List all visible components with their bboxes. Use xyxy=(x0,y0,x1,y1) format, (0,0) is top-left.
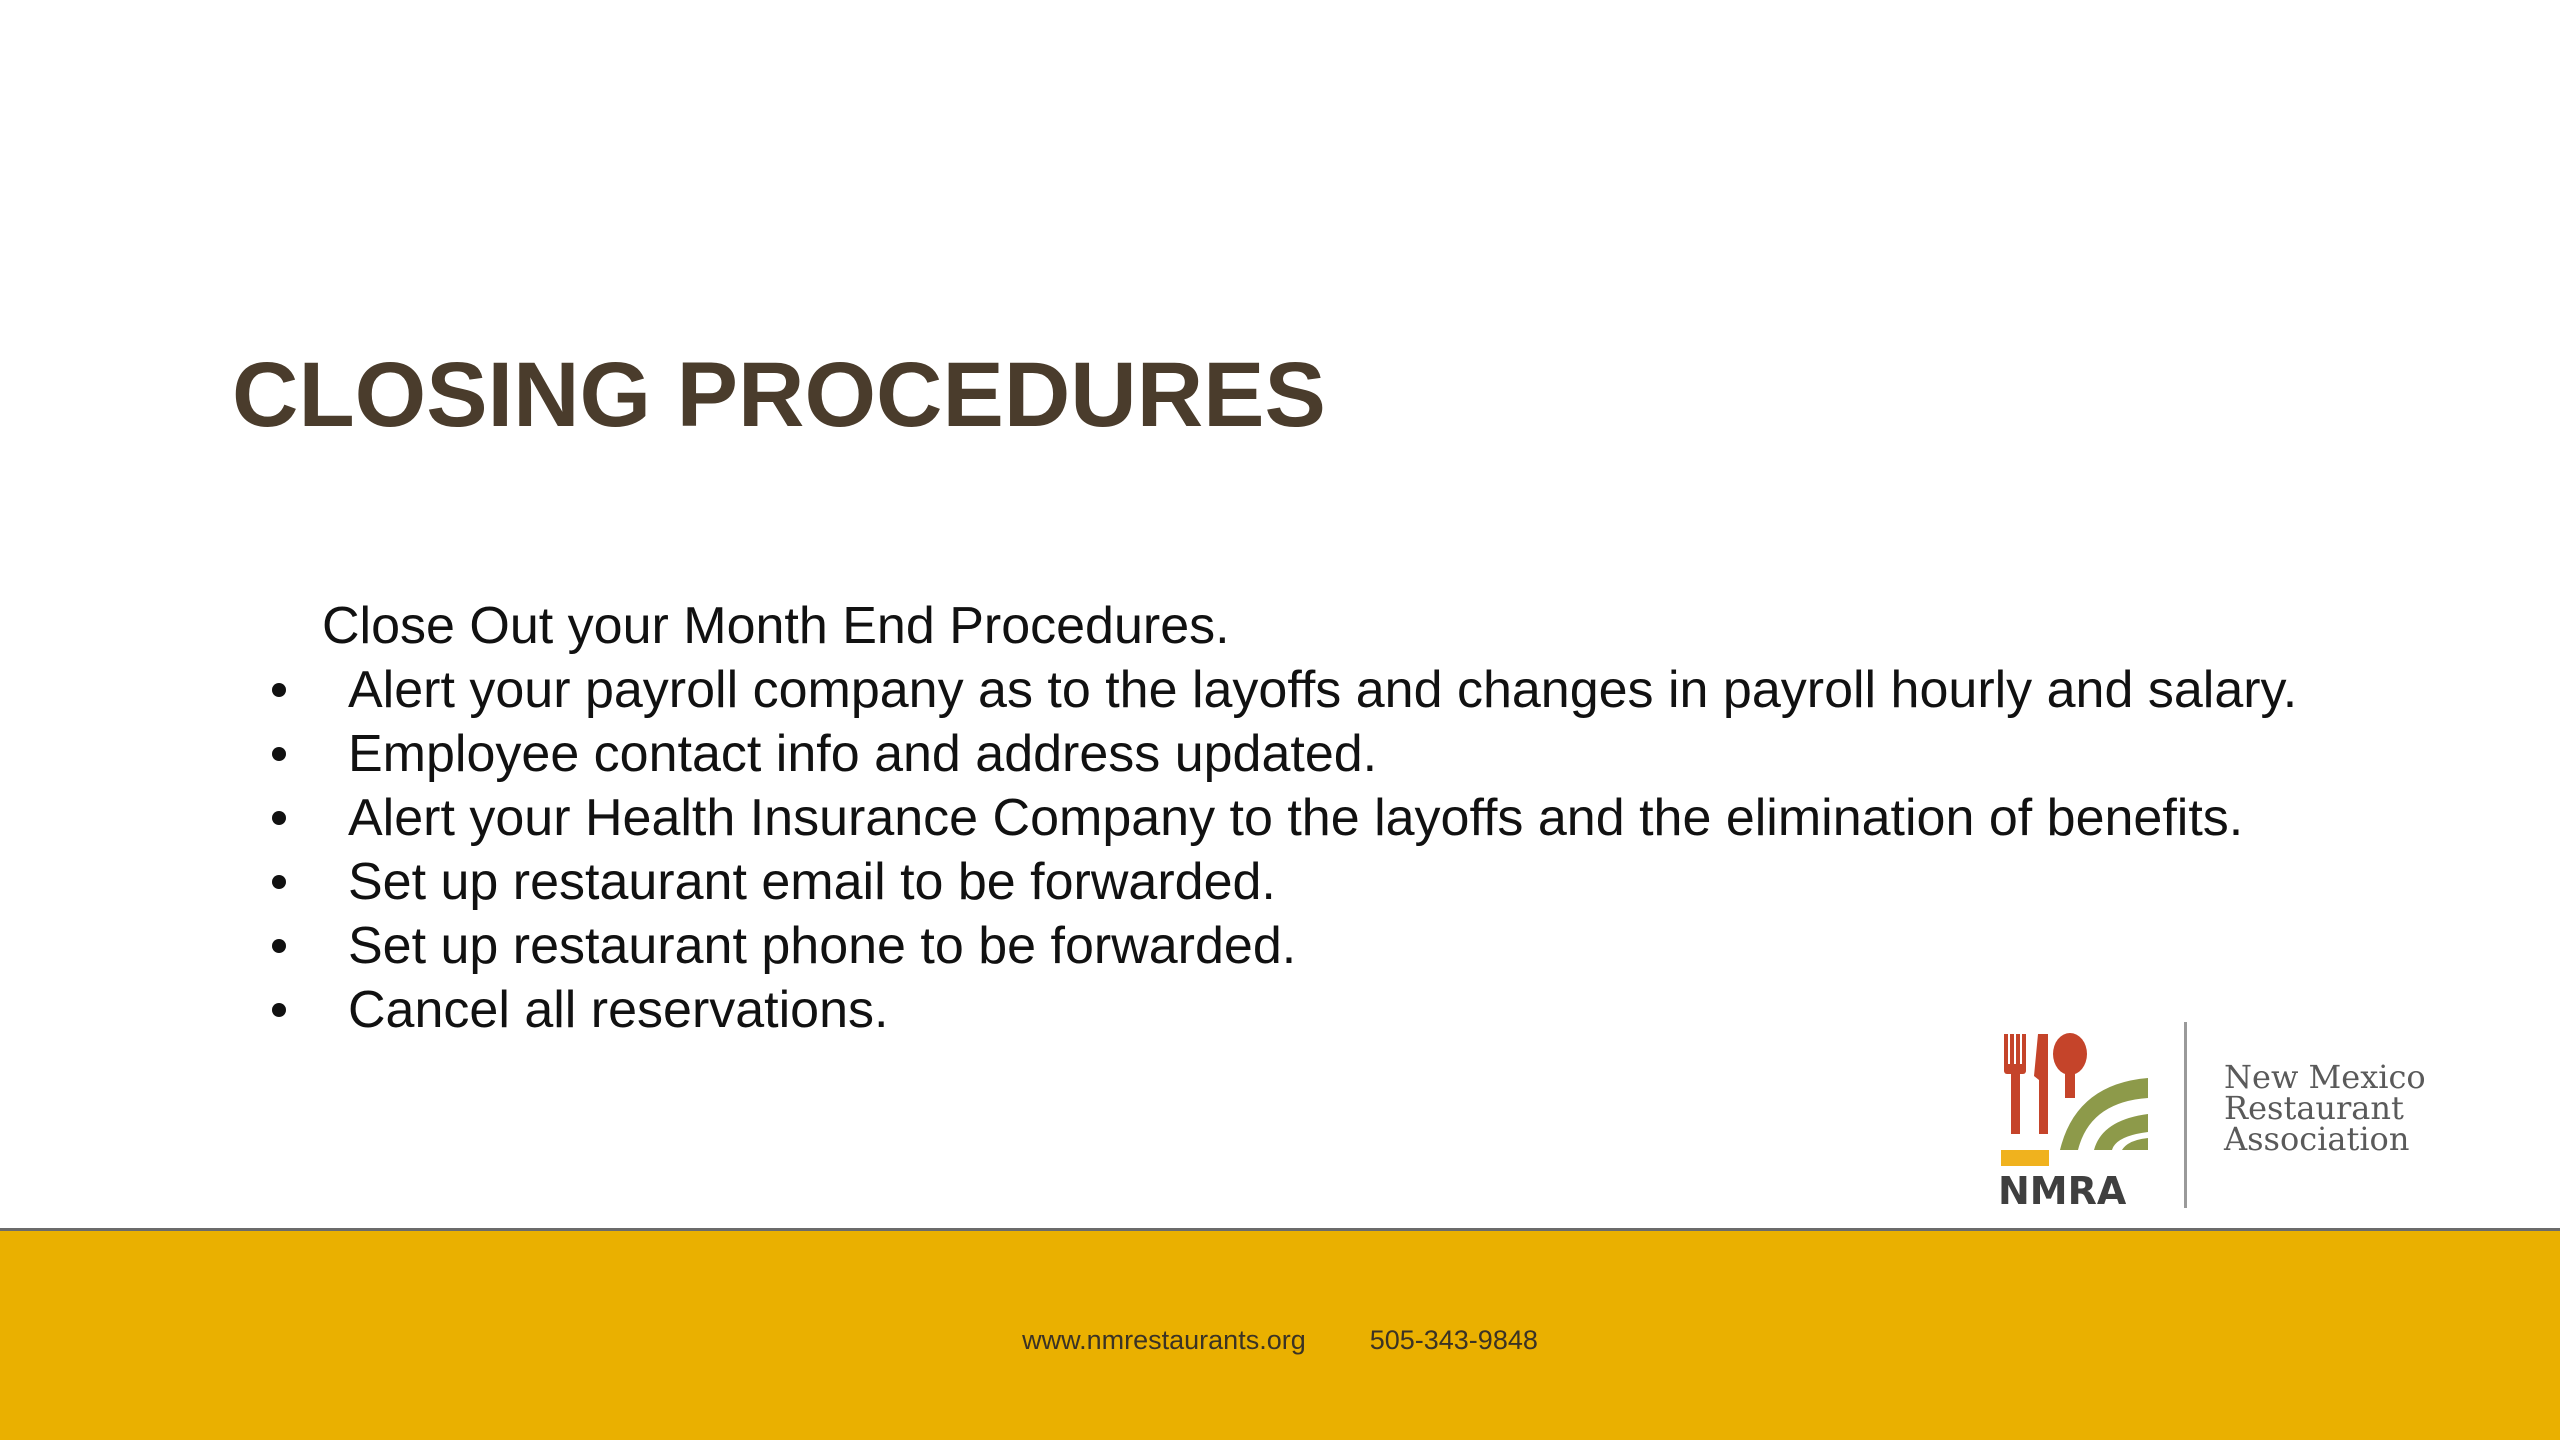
footer-bar xyxy=(0,1228,2560,1440)
logo-name-line: Restaurant xyxy=(2224,1089,2404,1127)
slide-title: CLOSING PROCEDURES xyxy=(232,344,1326,446)
bullet-list xyxy=(262,658,2462,1042)
logo-organization-name xyxy=(2224,1058,2426,1158)
bullet-text: Set up restaurant email to be forwarded. xyxy=(348,853,1276,911)
footer-website: www.nmrestaurants.org xyxy=(1022,1325,1306,1355)
bullet-text: Set up restaurant phone to be forwarded. xyxy=(348,917,1297,975)
bullet-item xyxy=(262,914,2462,978)
slide-body xyxy=(262,594,2462,1042)
bullet-item xyxy=(262,786,2462,850)
bullet-text: Employee contact info and address updated. xyxy=(348,725,1378,783)
footer-contact xyxy=(0,1325,2560,1356)
bullet-dot-icon xyxy=(272,811,286,825)
bullet-dot-icon xyxy=(272,683,286,697)
bullet-text: Alert your Health Insurance Company to the layoffs and the elimination of benefits. xyxy=(348,789,2244,847)
logo-name-line: Association xyxy=(2224,1120,2410,1158)
nmra-logo-mark-icon xyxy=(1998,1032,2154,1208)
bullet-text: Alert your payroll company as to the layoffs and changes in payroll hourly and salary. xyxy=(348,661,2298,719)
bullet-item xyxy=(262,850,2462,914)
bullet-item xyxy=(262,722,2462,786)
nmra-acronym: NMRA xyxy=(1998,1169,2127,1208)
footer-phone: 505-343-9848 xyxy=(1369,1325,1538,1355)
nmra-logo xyxy=(1998,1018,2458,1208)
bullet-dot-icon xyxy=(272,747,286,761)
bullet-text: Cancel all reservations. xyxy=(348,981,889,1039)
intro-line: Close Out your Month End Procedures. xyxy=(322,597,1230,655)
bullet-item xyxy=(262,658,2462,722)
logo-divider xyxy=(2184,1022,2187,1208)
logo-name-line: New Mexico xyxy=(2224,1058,2426,1096)
bullet-dot-icon xyxy=(272,1003,286,1017)
bullet-dot-icon xyxy=(272,939,286,953)
bullet-dot-icon xyxy=(272,875,286,889)
